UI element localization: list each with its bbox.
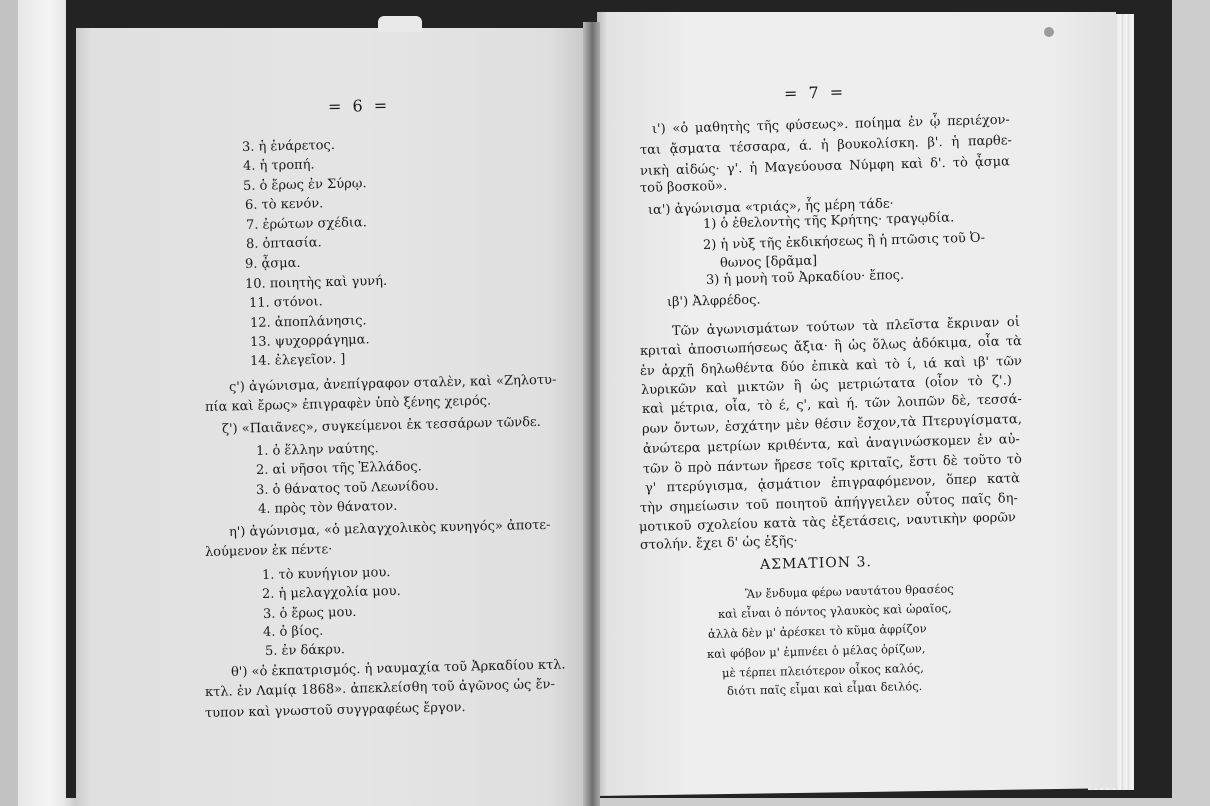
paragraph-line: ται ᾄσματα τέσσαρα, ά. ἡ βουκολίσκη. β'. ἡ παρθε- xyxy=(639,133,1013,158)
list-item: 2) ἡ νὺξ τῆς ἐκδικήσεως ἢ ἡ πτῶσις τοῦ Ὀ- xyxy=(702,230,986,253)
paragraph-line: ς') ἀγώνισμα, ἀνεπίγραφον σταλὲν, καὶ «Ζηλοτυ- xyxy=(228,372,557,395)
poem-line: καὶ εἶναι ὁ πόντος γλαυκὸς καὶ ὡραῖος, xyxy=(717,600,952,621)
list-item: 5. ἐν δάκρυ. xyxy=(264,642,346,659)
paper-spot xyxy=(1044,27,1054,37)
page-number: = 6 = xyxy=(327,95,391,116)
poem-line: ἀλλὰ δὲν μ' ἀρέσκει τὸ κῦμα ἀφρίζον xyxy=(707,621,927,641)
paragraph-line: γ' πτερύγισμα, ᾀσμάτιον ἐπιγραφόμενον, ὅπερ κατὰ xyxy=(644,471,1021,496)
paragraph-line: λούμενον ἐκ πέντε· xyxy=(204,542,333,560)
list-item: 4. ὁ βίος. xyxy=(262,623,324,640)
list-item: 11. στόνοι. xyxy=(248,294,323,311)
book-gutter xyxy=(583,22,600,806)
paragraph-line: στολήν. ἔχει δ' ὡς ἑξῆς· xyxy=(639,533,798,553)
paragraph-line: τοῦ βοσκοῦ». xyxy=(639,178,728,196)
page-number: = 7 = xyxy=(783,82,847,103)
list-item: θωνος [δρᾶμα] xyxy=(719,253,818,271)
list-item: 4. πρὸς τὸν θάνατον. xyxy=(257,498,398,517)
poem-line: καὶ φόβον μ' ἐμπνέει ὁ μέλας ὁρίζων, xyxy=(706,641,926,661)
list-item: 1. ὁ ἕλλην ναύτης. xyxy=(255,441,379,459)
paragraph-line: κτλ. ἐν Λαμίᾳ 1868». ἀπεκλείσθη τοῦ ἀγῶνος ὡς ἔν- xyxy=(204,677,556,700)
list-item: 3. ὁ θάνατος τοῦ Λεωνίδου. xyxy=(255,478,439,498)
poem-line: διότι παῖς εἶμαι καὶ εἶμαι δειλός. xyxy=(726,678,923,698)
poem-line: Ἂν ἔνδυμα φέρω ναυτάτου θρασέος xyxy=(744,581,954,601)
paragraph-line: τῶν ὃ πρὸ πάντων ἤρεσε τοῖς κριταῖς, ἔστι δὲ τοῦτο τὸ xyxy=(642,452,1023,477)
paragraph-line: πία καὶ ἔρως» ἐπιγραφὲν ὑπὸ ξένης χειρός. xyxy=(204,393,492,415)
paragraph-line: μοτικοῦ σχολείου κατὰ τὰς ἐξετάσεις, ναυτικὴν φορῶν xyxy=(638,510,1017,535)
paragraph-line: τὴν σημείωσιν τοῦ ποιητοῦ ἀπήγγειλεν οὗτος παῖς δη- xyxy=(639,491,1019,516)
list-item: 4. ἡ τροπή. xyxy=(242,157,315,174)
section-heading: ζ') «Παιᾶνες», συγκείμενοι ἐκ τεσσάρων τῶνδε. xyxy=(221,414,541,437)
paragraph-line: Τῶν ἀγωνισμάτων τούτων τὰ πλεῖστα ἔκριναν οἱ xyxy=(671,314,1021,339)
list-item: 2. ἡ μελαγχολία μου. xyxy=(261,583,401,602)
list-item: 6. τὸ κενόν. xyxy=(244,196,324,213)
paragraph-line: θ') «ὁ ἐκπατρισμός. ἡ ναυμαχία τοῦ Ἀρκαδίου κτλ. xyxy=(230,657,566,680)
paragraph-line: λυρικῶν καὶ μικτῶν ἢ ὡς μετριώτατα (οἷον τὸ ζ'.) xyxy=(640,373,1013,398)
scanner-background-left xyxy=(0,0,20,806)
list-item: 2. αἱ νῆσοι τῆς Ἑλλάδος. xyxy=(255,459,422,478)
list-item: 3) ἡ μονὴ τοῦ Ἀρκαδίου· ἔπος. xyxy=(705,267,905,288)
torn-paper-tab xyxy=(378,16,422,32)
paragraph-line: ἀνώτερα μετρίων κριθέντα, καὶ ἀναγινώσκομεν ἐν αὐ- xyxy=(642,432,1021,457)
poem-line: μὲ τέρπει πλειότερον οἶκος καλός, xyxy=(721,660,924,680)
paragraph-line: η') ἀγώνισμα, «ὁ μελαγχολικὸς κυνηγός» ἀποτε- xyxy=(228,517,551,540)
list-item: 10. ποιητὴς καὶ γυνή. xyxy=(244,273,388,292)
list-item: 5. ὁ ἔρως ἐν Σύρῳ. xyxy=(242,176,367,194)
list-item: 12. ἀποπλάνησις. xyxy=(249,313,367,331)
paragraph-line: ἐν ἀρχῇ δηλωθέντα δύο ἐπικὰ καὶ τὸ ί, ιά καὶ ιβ' τῶν xyxy=(639,354,1023,379)
paragraph-line: τυπον καὶ γνωστοῦ συγγραφέως ἔργον. xyxy=(204,700,466,721)
list-item: 7. ἐρώτων σχέδια. xyxy=(245,215,368,233)
list-item: 3. ὁ ἔρως μου. xyxy=(262,604,357,622)
list-item: 14. ἐλεγεῖον. ] xyxy=(249,351,346,369)
paragraph-line: κριταὶ ἀποσιωπήσεως ἄξια· ἢ ὡς ὅλως ἀδόκιμα, οἷα τὰ xyxy=(639,334,1023,359)
list-item: 3. ἡ ἐνάρετος. xyxy=(241,137,336,155)
poem-title: ΑΣΜΑΤΙΟΝ 3. xyxy=(759,554,873,573)
list-item: 8. ὀπτασία. xyxy=(245,235,322,252)
section-heading: ιβ') Ἀλφρέδος. xyxy=(666,292,761,310)
paragraph-line: ρων ὄντων, ἐσχάτην μὲν θέσιν ἔσχον,τὰ Πτερυγίσματα, xyxy=(641,412,1023,437)
list-item: 13. ψυχορράγημα. xyxy=(249,332,370,350)
list-item: 9. ᾆσμα. xyxy=(244,255,301,272)
paragraph-line: νικὴ αἰδώς· γ'. ἡ Μαγεύουσα Νύμφη καὶ δ'. τὸ ᾆσμα xyxy=(639,154,1011,179)
list-item: 1. τὸ κυνήγιον μου. xyxy=(261,565,391,583)
paragraph-line: ι') «ὁ μαθητὴς τῆς φύσεως». ποίημα ἐν ᾧ περιέχον- xyxy=(651,112,1011,137)
section-heading: ια') ἀγώνισμα «τριάς», ἧς μέρη τάδε· xyxy=(647,196,894,218)
list-item: 1) ὁ ἐθελοντὴς τῆς Κρήτης· τραγῳδία. xyxy=(702,210,955,232)
paragraph-line: καὶ μέτρια, οἷα, τὸ έ, ς', καὶ ή. τῶν λοιπῶν δὲ, τεσσά- xyxy=(641,392,1023,417)
